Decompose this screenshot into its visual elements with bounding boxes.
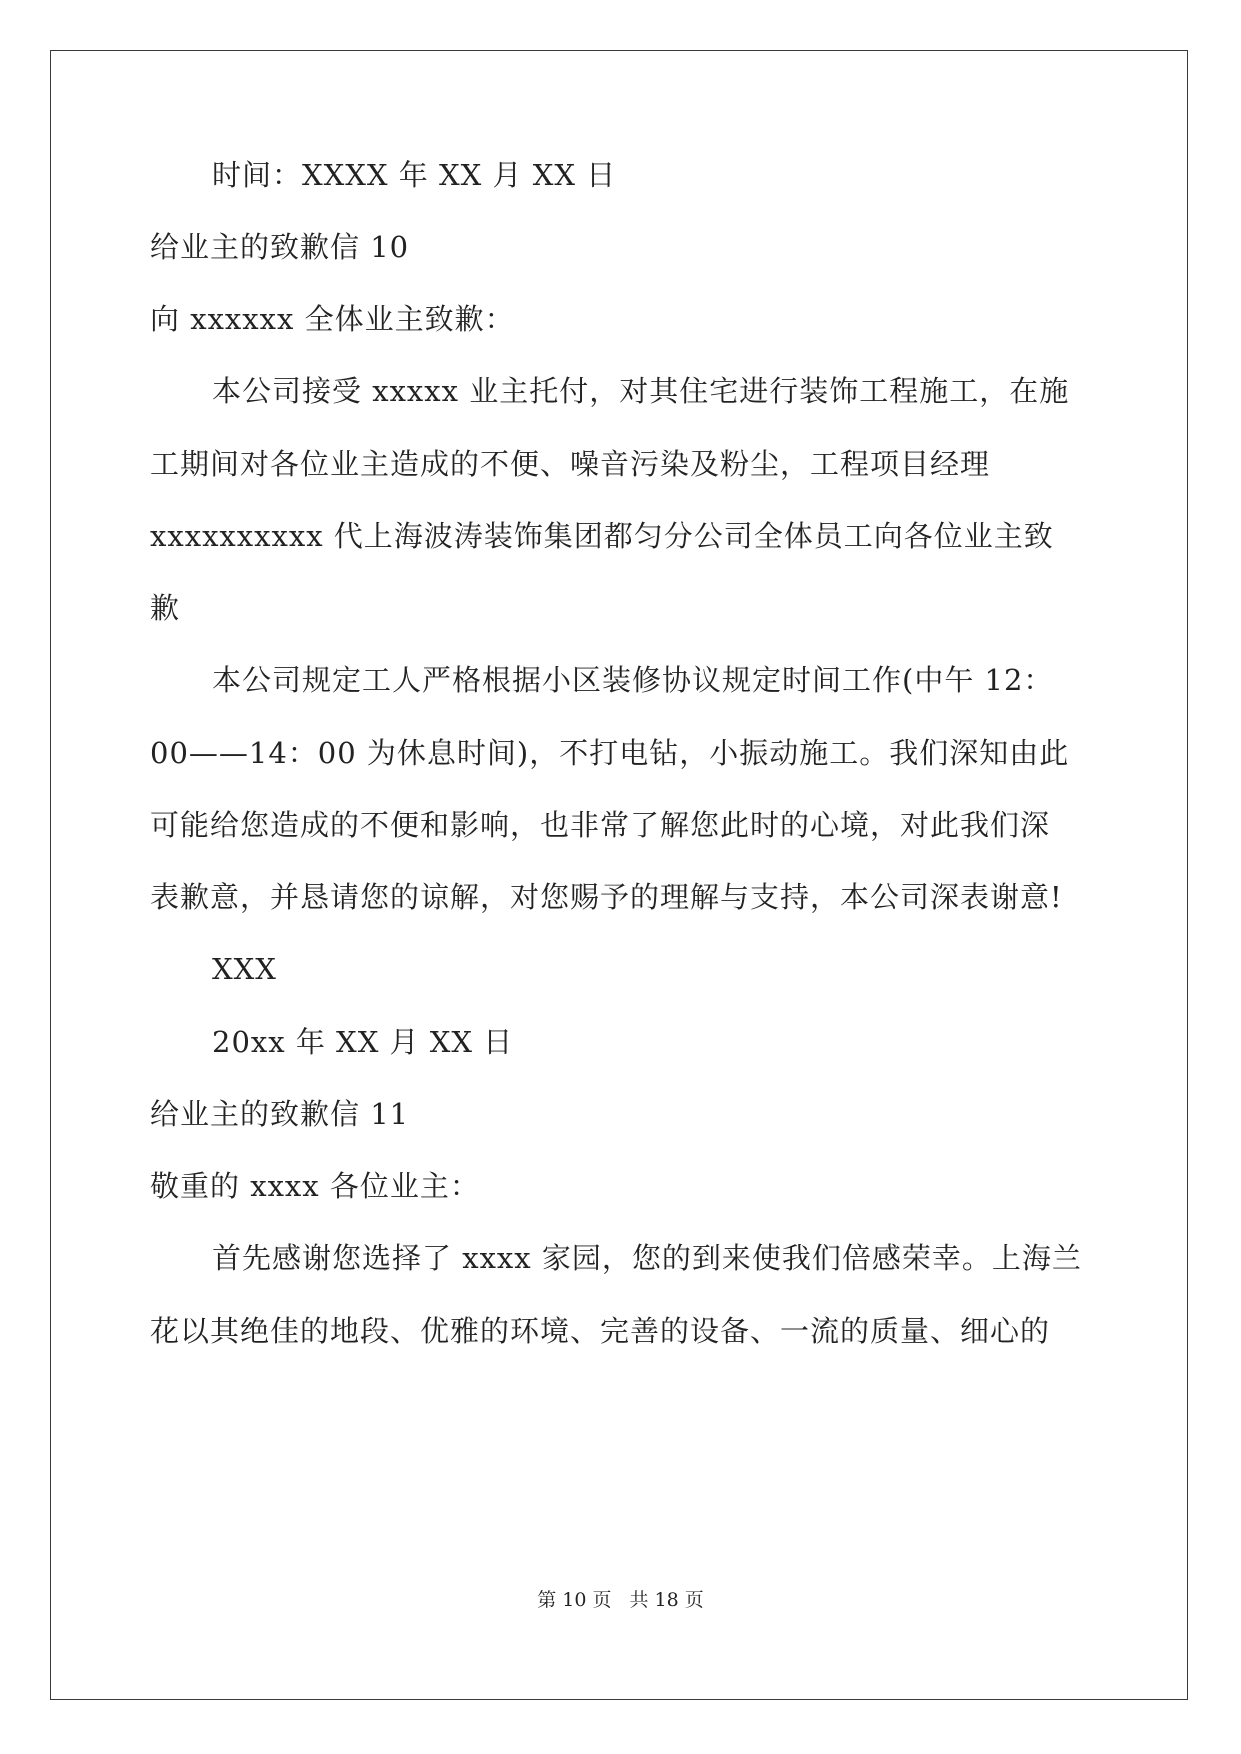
- paragraph-line: 花以其绝佳的地段、优雅的环境、完善的设备、一流的质量、细心的: [150, 1314, 1051, 1348]
- paragraph-line: 工期间对各位业主造成的不便、噪音污染及粉尘，工程项目经理: [150, 447, 991, 481]
- paragraph-line: 本公司接受 xxxxx 业主托付，对其住宅进行装饰工程施工，在施: [212, 374, 1070, 408]
- page-border: [50, 50, 1188, 1700]
- page-total: 共 18 页: [629, 1589, 704, 1611]
- salutation-line: 敬重的 xxxx 各位业主：: [150, 1169, 480, 1203]
- paragraph-line: 可能给您造成的不便和影响，也非常了解您此时的心境，对此我们深: [150, 808, 1051, 842]
- paragraph-line: 歉: [150, 591, 181, 625]
- paragraph-line: 表歉意，并恳请您的谅解，对您赐予的理解与支持，本公司深表谢意!: [150, 880, 1063, 914]
- paragraph-line: 首先感谢您选择了 xxxx 家园，您的到来使我们倍感荣幸。上海兰: [212, 1241, 1082, 1275]
- page-number: 第 10 页: [537, 1589, 612, 1611]
- signature-line: XXX: [212, 952, 277, 986]
- signature-date-line: 20xx 年 XX 月 XX 日: [212, 1025, 514, 1059]
- paragraph-line: xxxxxxxxxx 代上海波涛装饰集团都匀分公司全体员工向各位业主致: [150, 519, 1054, 553]
- paragraph-line: 本公司规定工人严格根据小区装修协议规定时间工作(中午 12：: [212, 663, 1054, 697]
- page-footer: [0, 1588, 1241, 1612]
- letter-title-11: 给业主的致歉信 11: [150, 1097, 410, 1131]
- paragraph-line: 00——14：00 为休息时间)，不打电钻，小振动施工。我们深知由此: [150, 736, 1070, 770]
- salutation-line: 向 xxxxxx 全体业主致歉：: [150, 302, 515, 336]
- letter-title-10: 给业主的致歉信 10: [150, 230, 410, 264]
- date-line: 时间：XXXX 年 XX 月 XX 日: [212, 158, 617, 192]
